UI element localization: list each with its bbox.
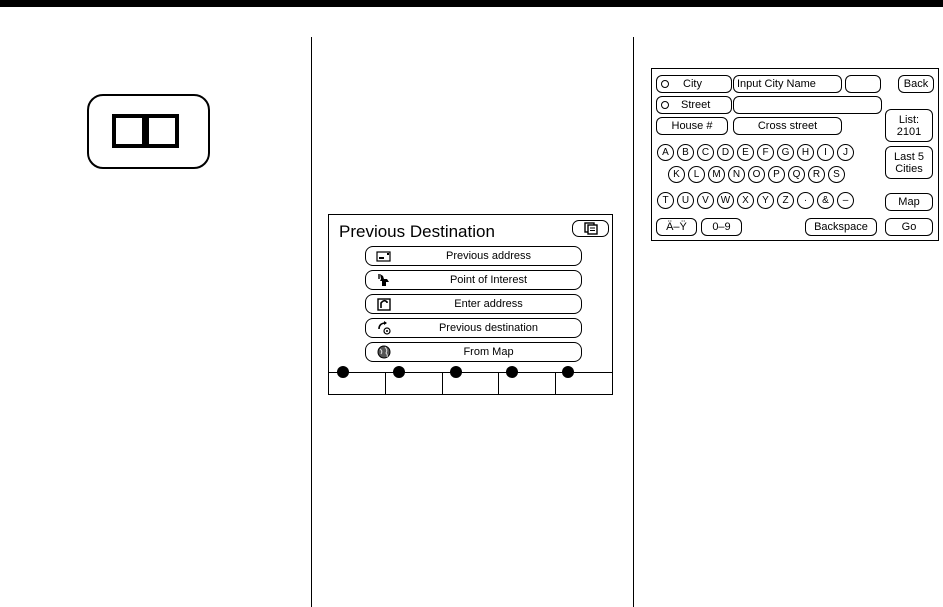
house-number-button[interactable]: House # bbox=[656, 117, 728, 135]
last-5-cities-button[interactable] bbox=[885, 146, 933, 179]
city-name-input[interactable] bbox=[733, 75, 842, 93]
phone-address-icon bbox=[376, 297, 392, 311]
key-l[interactable]: L bbox=[688, 166, 705, 183]
city-button[interactable] bbox=[656, 75, 732, 93]
back-button[interactable]: Back bbox=[898, 75, 934, 93]
key-y[interactable]: Y bbox=[757, 192, 774, 209]
previous-address-button[interactable] bbox=[365, 246, 582, 266]
street-button-label: Street bbox=[681, 99, 711, 111]
key-r[interactable]: R bbox=[808, 166, 825, 183]
key-o[interactable]: O bbox=[748, 166, 765, 183]
street-input[interactable] bbox=[733, 96, 882, 114]
screen-title: Previous Destination bbox=[339, 222, 495, 241]
cross-street-button[interactable]: Cross street bbox=[733, 117, 842, 135]
bottom-tab[interactable] bbox=[443, 373, 500, 395]
poi-statue-icon bbox=[376, 273, 392, 287]
street-button[interactable] bbox=[656, 96, 732, 114]
list-button-label: List: bbox=[898, 113, 920, 126]
key-g[interactable]: G bbox=[777, 144, 794, 161]
key-v[interactable]: V bbox=[697, 192, 714, 209]
key-a[interactable]: A bbox=[657, 144, 674, 161]
bottom-tab[interactable] bbox=[499, 373, 556, 395]
from-map-button[interactable] bbox=[365, 342, 582, 362]
previous-destination-button[interactable] bbox=[365, 318, 582, 338]
key-i[interactable]: I bbox=[817, 144, 834, 161]
key-c[interactable]: C bbox=[697, 144, 714, 161]
city-name-value: Input City Name bbox=[737, 78, 816, 90]
key-j[interactable]: J bbox=[837, 144, 854, 161]
key-m[interactable]: M bbox=[708, 166, 725, 183]
address-keyboard-screen bbox=[651, 68, 939, 241]
bottom-tab[interactable] bbox=[329, 373, 386, 395]
key-t[interactable]: T bbox=[657, 192, 674, 209]
key-u[interactable]: U bbox=[677, 192, 694, 209]
column-divider bbox=[633, 37, 634, 607]
key-n[interactable]: N bbox=[728, 166, 745, 183]
bottom-tab[interactable] bbox=[386, 373, 443, 395]
key-dot[interactable]: · bbox=[797, 192, 814, 209]
radio-indicator bbox=[661, 80, 669, 88]
key-p[interactable]: P bbox=[768, 166, 785, 183]
screen-toggle-icon bbox=[584, 222, 598, 235]
menu-item-label: Point of Interest bbox=[449, 274, 528, 286]
menu-item-label: Previous destination bbox=[438, 322, 539, 334]
bottom-tab-bar bbox=[329, 372, 612, 395]
menu-item-label: Previous address bbox=[446, 250, 531, 262]
key-d[interactable]: D bbox=[717, 144, 734, 161]
hard-key-right-square bbox=[145, 114, 179, 148]
key-h[interactable]: H bbox=[797, 144, 814, 161]
key-e[interactable]: E bbox=[737, 144, 754, 161]
previous-destination-icon bbox=[376, 321, 392, 335]
point-of-interest-button[interactable] bbox=[365, 270, 582, 290]
key-ampersand[interactable]: & bbox=[817, 192, 834, 209]
column-divider bbox=[311, 37, 312, 607]
cities-label: Cities bbox=[895, 162, 923, 175]
screen-toggle-button[interactable] bbox=[572, 220, 609, 237]
key-s[interactable]: S bbox=[828, 166, 845, 183]
hard-key-left-square bbox=[112, 114, 146, 148]
go-button[interactable]: Go bbox=[885, 218, 933, 236]
numbers-button[interactable]: 0–9 bbox=[701, 218, 742, 236]
map-button[interactable]: Map bbox=[885, 193, 933, 211]
address-card-icon bbox=[376, 249, 392, 263]
city-button-label: City bbox=[683, 78, 702, 90]
menu-item-label: From Map bbox=[463, 346, 514, 358]
radio-indicator bbox=[661, 101, 669, 109]
key-f[interactable]: F bbox=[757, 144, 774, 161]
key-x[interactable]: X bbox=[737, 192, 754, 209]
key-q[interactable]: Q bbox=[788, 166, 805, 183]
key-z[interactable]: Z bbox=[777, 192, 794, 209]
destination-hard-key-icon bbox=[87, 94, 210, 169]
last-5-label: Last 5 bbox=[894, 150, 924, 163]
list-button[interactable] bbox=[885, 109, 933, 142]
blank-field[interactable] bbox=[845, 75, 881, 93]
top-rule bbox=[0, 0, 943, 7]
key-w[interactable]: W bbox=[717, 192, 734, 209]
menu-item-label: Enter address bbox=[454, 298, 523, 310]
key-b[interactable]: B bbox=[677, 144, 694, 161]
key-dash[interactable]: – bbox=[837, 192, 854, 209]
bottom-tab[interactable] bbox=[556, 373, 612, 395]
previous-destination-screen bbox=[328, 214, 613, 395]
backspace-button[interactable]: Backspace bbox=[805, 218, 877, 236]
globe-icon bbox=[376, 345, 392, 359]
list-count: 2101 bbox=[896, 125, 922, 138]
enter-address-button[interactable] bbox=[365, 294, 582, 314]
accented-characters-button[interactable]: Ä–Ÿ bbox=[656, 218, 697, 236]
key-k[interactable]: K bbox=[668, 166, 685, 183]
